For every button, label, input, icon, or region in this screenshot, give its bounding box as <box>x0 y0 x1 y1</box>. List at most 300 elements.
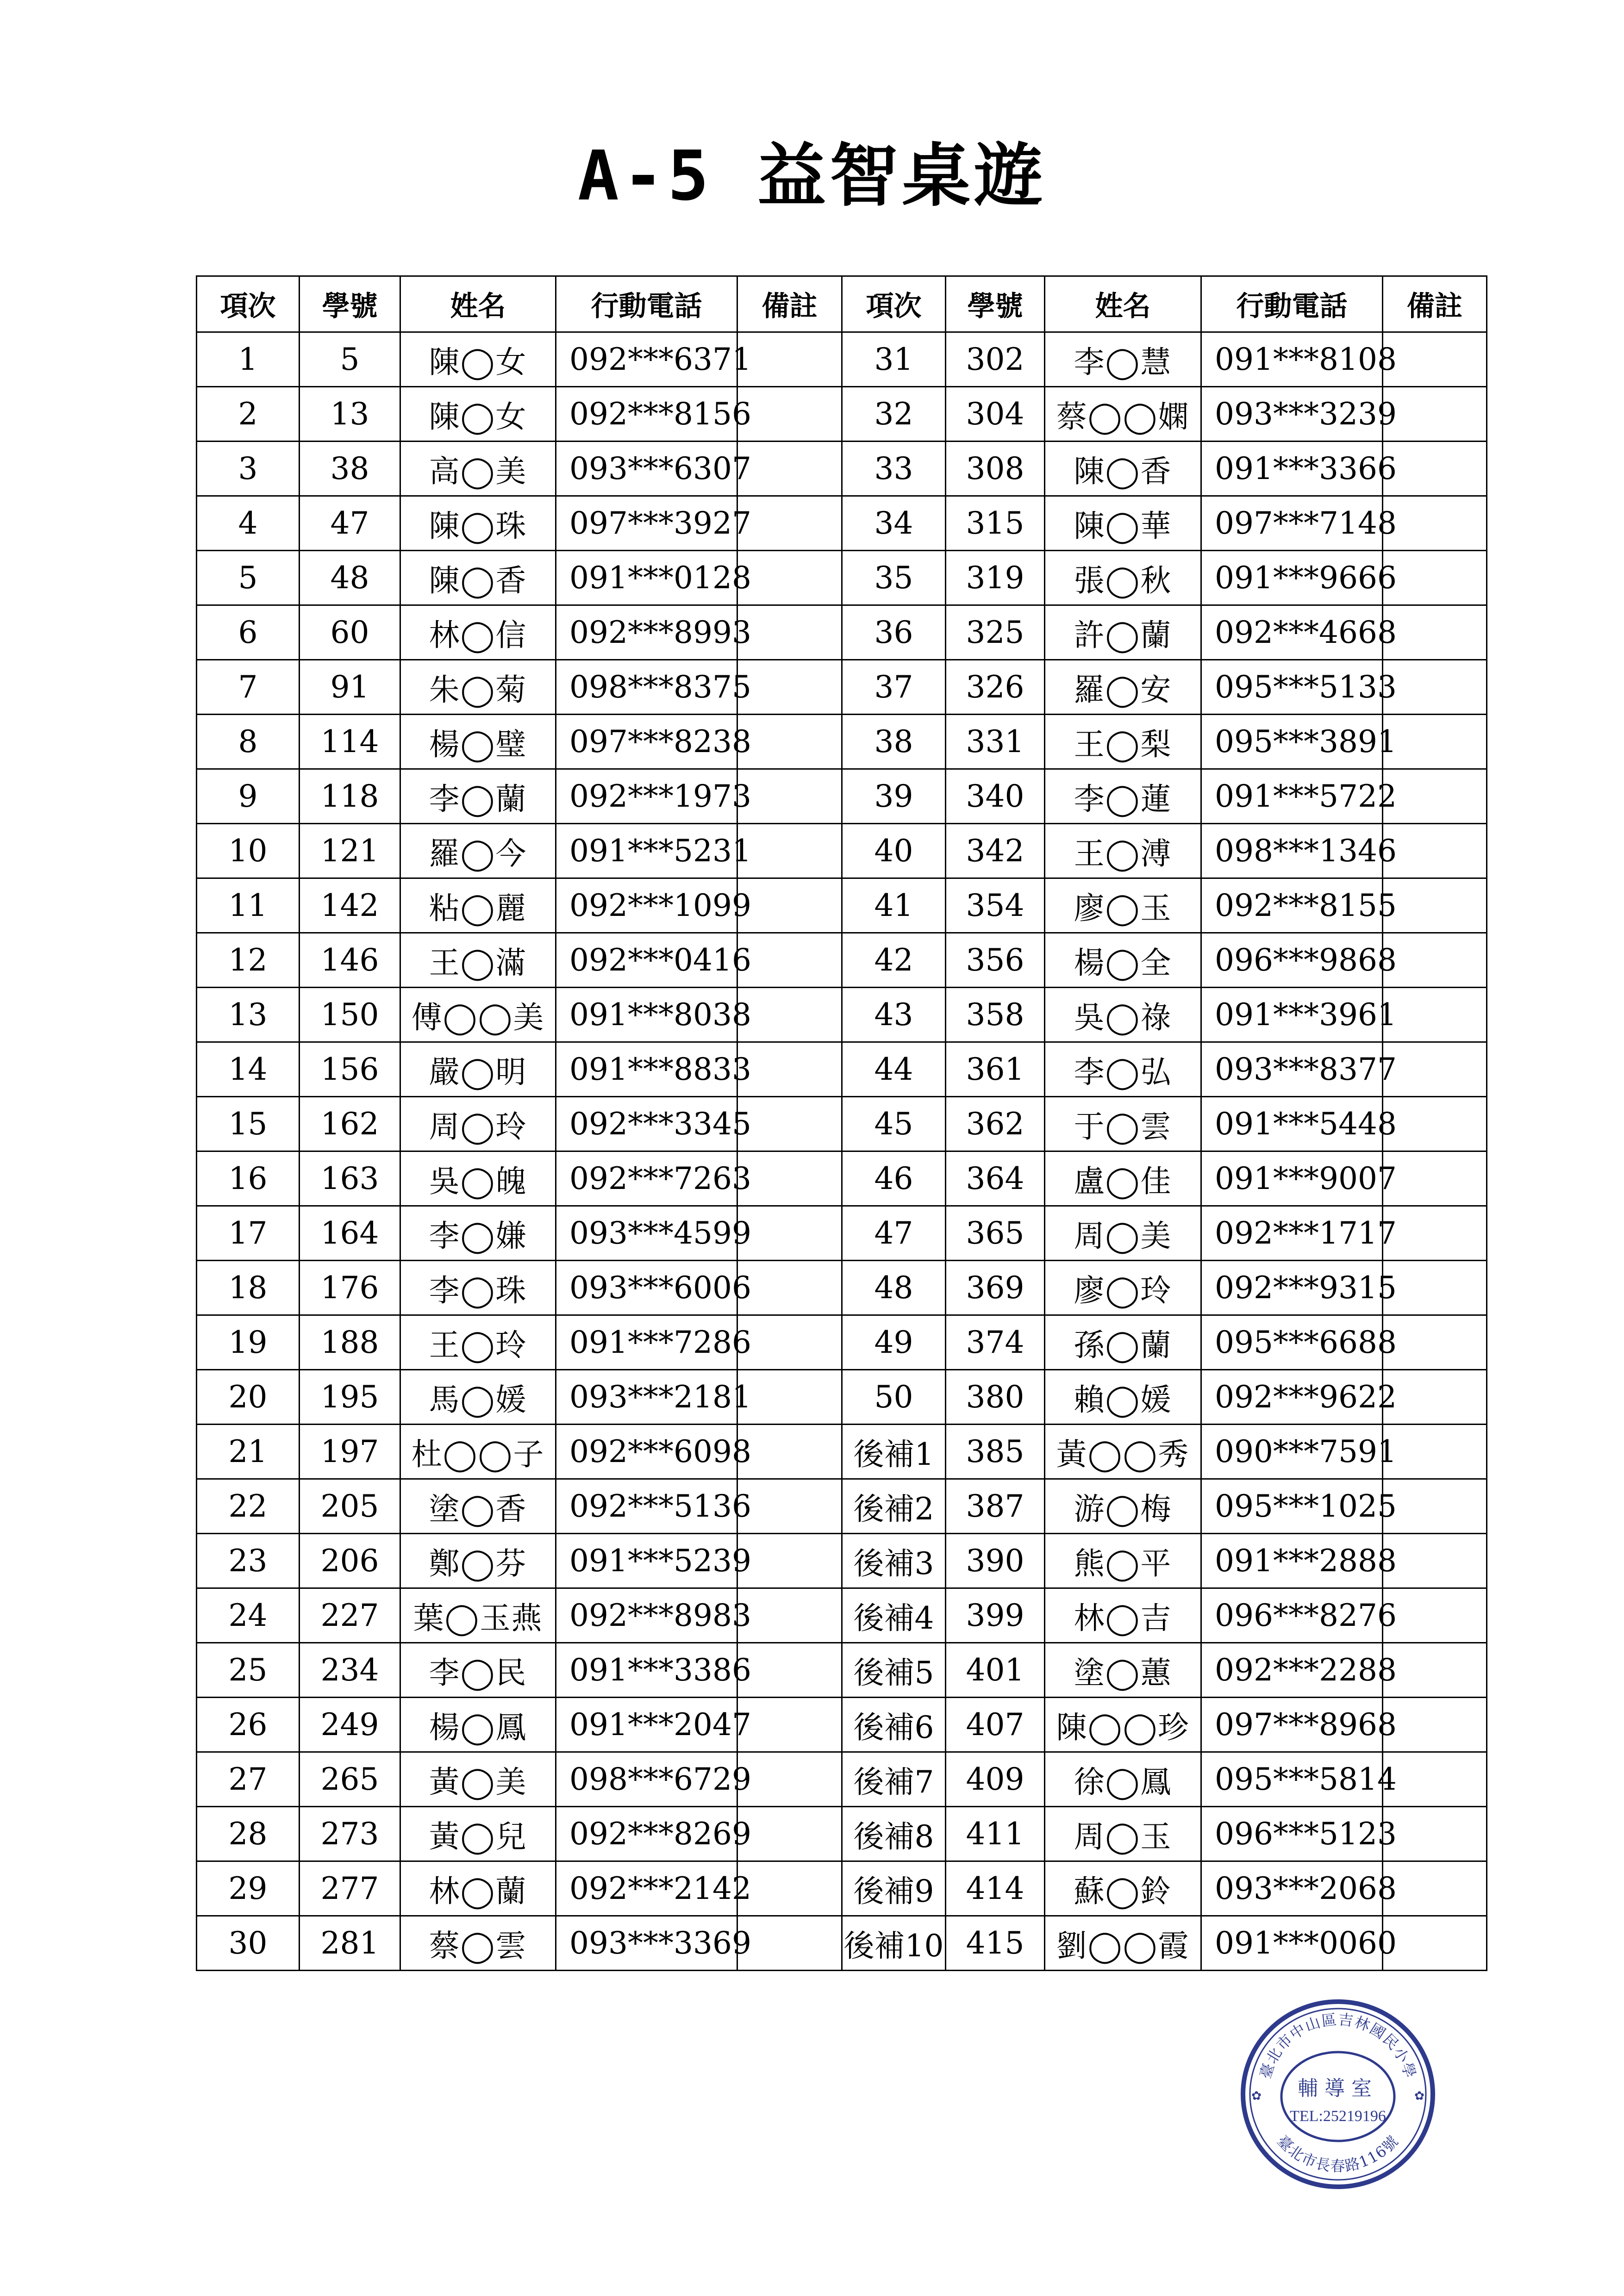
note-cell <box>737 1588 842 1643</box>
name-cell: 林◯吉 <box>1045 1588 1201 1643</box>
seal-office: 輔導室 <box>1298 2077 1378 2100</box>
mobile-cell: 091***9666 <box>1201 551 1383 605</box>
mobile-cell: 091***2047 <box>556 1698 737 1752</box>
table-row <box>197 1042 1487 1097</box>
name-cell: 黃◯兒 <box>400 1807 556 1861</box>
name-cell: 陳◯香 <box>400 551 556 605</box>
student-id-cell: 380 <box>946 1370 1045 1425</box>
student-id-cell: 150 <box>300 988 400 1042</box>
mobile-cell: 095***1025 <box>1201 1479 1383 1534</box>
name-cell: 張◯秋 <box>1045 551 1201 605</box>
note-cell <box>1383 1861 1487 1916</box>
name-cell: 廖◯玉 <box>1045 878 1201 933</box>
note-cell <box>1383 878 1487 933</box>
student-id-cell: 142 <box>300 878 400 933</box>
note-cell <box>1383 1261 1487 1315</box>
table-row <box>197 387 1487 442</box>
item-no-cell: 31 <box>842 332 946 387</box>
table-row <box>197 1097 1487 1151</box>
student-id-cell: 387 <box>946 1479 1045 1534</box>
table-row <box>197 1370 1487 1425</box>
mobile-cell: 092***1973 <box>556 769 737 824</box>
item-no-cell: 10 <box>197 824 300 878</box>
item-no-cell: 20 <box>197 1370 300 1425</box>
mobile-cell: 093***2181 <box>556 1370 737 1425</box>
item-no-cell: 16 <box>197 1151 300 1206</box>
table-row <box>197 605 1487 660</box>
table-row <box>197 1698 1487 1752</box>
item-no-cell: 29 <box>197 1861 300 1916</box>
note-cell <box>737 1370 842 1425</box>
note-cell <box>737 1315 842 1370</box>
note-cell <box>737 824 842 878</box>
note-cell <box>1383 1916 1487 1971</box>
student-id-cell: 326 <box>946 660 1045 715</box>
note-cell <box>1383 824 1487 878</box>
header-mobile: 行動電話 <box>556 276 737 332</box>
mobile-cell: 092***6098 <box>556 1425 737 1479</box>
note-cell <box>1383 1807 1487 1861</box>
name-cell: 蔡◯雲 <box>400 1916 556 1971</box>
name-cell: 劉◯◯霞 <box>1045 1916 1201 1971</box>
student-id-cell: 331 <box>946 715 1045 769</box>
student-id-cell: 362 <box>946 1097 1045 1151</box>
name-cell: 陳◯珠 <box>400 496 556 551</box>
item-no-cell: 5 <box>197 551 300 605</box>
name-cell: 嚴◯明 <box>400 1042 556 1097</box>
item-no-cell: 後補5 <box>842 1643 946 1698</box>
item-no-cell: 9 <box>197 769 300 824</box>
item-no-cell: 23 <box>197 1534 300 1588</box>
table-row <box>197 1534 1487 1588</box>
student-id-cell: 356 <box>946 933 1045 988</box>
item-no-cell: 後補8 <box>842 1807 946 1861</box>
student-id-cell: 114 <box>300 715 400 769</box>
header-student-id: 學號 <box>300 276 400 332</box>
header-note: 備註 <box>737 276 842 332</box>
student-id-cell: 308 <box>946 442 1045 496</box>
name-cell: 許◯蘭 <box>1045 605 1201 660</box>
student-id-cell: 281 <box>300 1916 400 1971</box>
item-no-cell: 21 <box>197 1425 300 1479</box>
student-id-cell: 415 <box>946 1916 1045 1971</box>
note-cell <box>1383 1698 1487 1752</box>
student-id-cell: 340 <box>946 769 1045 824</box>
header-note: 備註 <box>1383 276 1487 332</box>
student-id-cell: 195 <box>300 1370 400 1425</box>
note-cell <box>1383 332 1487 387</box>
note-cell <box>737 605 842 660</box>
item-no-cell: 27 <box>197 1752 300 1807</box>
student-id-cell: 265 <box>300 1752 400 1807</box>
name-cell: 廖◯玲 <box>1045 1261 1201 1315</box>
item-no-cell: 30 <box>197 1916 300 1971</box>
mobile-cell: 091***5722 <box>1201 769 1383 824</box>
student-id-cell: 205 <box>300 1479 400 1534</box>
name-cell: 陳◯女 <box>400 332 556 387</box>
note-cell <box>737 332 842 387</box>
item-no-cell: 後補3 <box>842 1534 946 1588</box>
name-cell: 林◯蘭 <box>400 1861 556 1916</box>
name-cell: 吳◯魄 <box>400 1151 556 1206</box>
student-id-cell: 163 <box>300 1151 400 1206</box>
item-no-cell: 39 <box>842 769 946 824</box>
item-no-cell: 2 <box>197 387 300 442</box>
student-id-cell: 385 <box>946 1425 1045 1479</box>
mobile-cell: 091***2888 <box>1201 1534 1383 1588</box>
table-row <box>197 1206 1487 1261</box>
item-no-cell: 後補2 <box>842 1479 946 1534</box>
item-no-cell: 41 <box>842 878 946 933</box>
table-row <box>197 1479 1487 1534</box>
item-no-cell: 32 <box>842 387 946 442</box>
student-id-cell: 354 <box>946 878 1045 933</box>
item-no-cell: 6 <box>197 605 300 660</box>
student-id-cell: 407 <box>946 1698 1045 1752</box>
item-no-cell: 17 <box>197 1206 300 1261</box>
mobile-cell: 091***7286 <box>556 1315 737 1370</box>
note-cell <box>1383 551 1487 605</box>
mobile-cell: 095***5133 <box>1201 660 1383 715</box>
student-id-cell: 60 <box>300 605 400 660</box>
name-cell: 李◯弘 <box>1045 1042 1201 1097</box>
mobile-cell: 093***2068 <box>1201 1861 1383 1916</box>
name-cell: 徐◯鳳 <box>1045 1752 1201 1807</box>
item-no-cell: 44 <box>842 1042 946 1097</box>
student-id-cell: 304 <box>946 387 1045 442</box>
header-mobile: 行動電話 <box>1201 276 1383 332</box>
name-cell: 蔡◯◯嫻 <box>1045 387 1201 442</box>
item-no-cell: 34 <box>842 496 946 551</box>
student-id-cell: 302 <box>946 332 1045 387</box>
mobile-cell: 091***8108 <box>1201 332 1383 387</box>
item-no-cell: 40 <box>842 824 946 878</box>
name-cell: 李◯慧 <box>1045 332 1201 387</box>
student-id-cell: 121 <box>300 824 400 878</box>
table-row <box>197 1916 1487 1971</box>
item-no-cell: 50 <box>842 1370 946 1425</box>
mobile-cell: 092***1099 <box>556 878 737 933</box>
mobile-cell: 090***7591 <box>1201 1425 1383 1479</box>
name-cell: 王◯溥 <box>1045 824 1201 878</box>
mobile-cell: 093***6006 <box>556 1261 737 1315</box>
note-cell <box>737 660 842 715</box>
mobile-cell: 091***8038 <box>556 988 737 1042</box>
student-id-cell: 374 <box>946 1315 1045 1370</box>
student-id-cell: 156 <box>300 1042 400 1097</box>
student-id-cell: 414 <box>946 1861 1045 1916</box>
note-cell <box>737 933 842 988</box>
note-cell <box>737 387 842 442</box>
note-cell <box>1383 715 1487 769</box>
table-row <box>197 496 1487 551</box>
mobile-cell: 092***8993 <box>556 605 737 660</box>
student-id-cell: 273 <box>300 1807 400 1861</box>
student-id-cell: 401 <box>946 1643 1045 1698</box>
mobile-cell: 093***4599 <box>556 1206 737 1261</box>
name-cell: 楊◯鳳 <box>400 1698 556 1752</box>
mobile-cell: 095***3891 <box>1201 715 1383 769</box>
mobile-cell: 097***7148 <box>1201 496 1383 551</box>
note-cell <box>1383 1042 1487 1097</box>
table-row <box>197 715 1487 769</box>
item-no-cell: 8 <box>197 715 300 769</box>
mobile-cell: 091***5231 <box>556 824 737 878</box>
table-row <box>197 332 1487 387</box>
item-no-cell: 36 <box>842 605 946 660</box>
note-cell <box>737 1534 842 1588</box>
student-id-cell: 197 <box>300 1425 400 1479</box>
mobile-cell: 092***8269 <box>556 1807 737 1861</box>
item-no-cell: 19 <box>197 1315 300 1370</box>
table-row <box>197 1807 1487 1861</box>
note-cell <box>1383 1643 1487 1698</box>
mobile-cell: 092***9622 <box>1201 1370 1383 1425</box>
note-cell <box>737 769 842 824</box>
item-no-cell: 18 <box>197 1261 300 1315</box>
seal-outer-text: 臺北市中山區吉林國民小學 <box>1256 2010 1420 2081</box>
student-id-cell: 361 <box>946 1042 1045 1097</box>
student-id-cell: 342 <box>946 824 1045 878</box>
mobile-cell: 091***3961 <box>1201 988 1383 1042</box>
note-cell <box>1383 1425 1487 1479</box>
student-id-cell: 227 <box>300 1588 400 1643</box>
name-cell: 李◯嫌 <box>400 1206 556 1261</box>
school-seal <box>1236 1992 1440 2196</box>
item-no-cell: 後補9 <box>842 1861 946 1916</box>
item-no-cell: 4 <box>197 496 300 551</box>
header-item-no: 項次 <box>197 276 300 332</box>
svg-text:臺北市長春路116號: 臺北市長春路116號 <box>1274 2132 1402 2175</box>
table-row <box>197 769 1487 824</box>
mobile-cell: 093***6307 <box>556 442 737 496</box>
table-row <box>197 442 1487 496</box>
note-cell <box>737 1151 842 1206</box>
table-row <box>197 660 1487 715</box>
student-id-cell: 188 <box>300 1315 400 1370</box>
item-no-cell: 46 <box>842 1151 946 1206</box>
name-cell: 楊◯璧 <box>400 715 556 769</box>
note-cell <box>737 878 842 933</box>
name-cell: 羅◯安 <box>1045 660 1201 715</box>
note-cell <box>737 1752 842 1807</box>
item-no-cell: 33 <box>842 442 946 496</box>
item-no-cell: 49 <box>842 1315 946 1370</box>
name-cell: 熊◯平 <box>1045 1534 1201 1588</box>
name-cell: 吳◯祿 <box>1045 988 1201 1042</box>
table-row <box>197 1151 1487 1206</box>
name-cell: 傅◯◯美 <box>400 988 556 1042</box>
name-cell: 馬◯媛 <box>400 1370 556 1425</box>
student-id-cell: 319 <box>946 551 1045 605</box>
header-student-id: 學號 <box>946 276 1045 332</box>
page-title: A-5 益智桌遊 <box>577 136 1047 216</box>
table-row <box>197 1752 1487 1807</box>
note-cell <box>737 988 842 1042</box>
name-cell: 黃◯美 <box>400 1752 556 1807</box>
seal-flower-icon: ✿ <box>1251 2089 1262 2103</box>
item-no-cell: 28 <box>197 1807 300 1861</box>
name-cell: 賴◯媛 <box>1045 1370 1201 1425</box>
student-id-cell: 325 <box>946 605 1045 660</box>
mobile-cell: 092***6371 <box>556 332 737 387</box>
name-cell: 周◯玉 <box>1045 1807 1201 1861</box>
note-cell <box>1383 1534 1487 1588</box>
item-no-cell: 26 <box>197 1698 300 1752</box>
note-cell <box>1383 1370 1487 1425</box>
note-cell <box>737 1807 842 1861</box>
header-name: 姓名 <box>1045 276 1201 332</box>
note-cell <box>737 1916 842 1971</box>
note-cell <box>737 1698 842 1752</box>
item-no-cell: 25 <box>197 1643 300 1698</box>
item-no-cell: 後補4 <box>842 1588 946 1643</box>
note-cell <box>1383 1315 1487 1370</box>
note-cell <box>737 715 842 769</box>
note-cell <box>1383 1097 1487 1151</box>
mobile-cell: 098***8375 <box>556 660 737 715</box>
name-cell: 陳◯女 <box>400 387 556 442</box>
mobile-cell: 093***8377 <box>1201 1042 1383 1097</box>
student-id-cell: 162 <box>300 1097 400 1151</box>
student-id-cell: 5 <box>300 332 400 387</box>
mobile-cell: 097***3927 <box>556 496 737 551</box>
mobile-cell: 092***7263 <box>556 1151 737 1206</box>
note-cell <box>1383 442 1487 496</box>
table-row <box>197 551 1487 605</box>
note-cell <box>1383 660 1487 715</box>
item-no-cell: 13 <box>197 988 300 1042</box>
note-cell <box>737 1425 842 1479</box>
note-cell <box>737 496 842 551</box>
mobile-cell: 097***8238 <box>556 715 737 769</box>
name-cell: 杜◯◯子 <box>400 1425 556 1479</box>
mobile-cell: 092***2142 <box>556 1861 737 1916</box>
mobile-cell: 092***8155 <box>1201 878 1383 933</box>
table-row <box>197 1588 1487 1643</box>
note-cell <box>737 1643 842 1698</box>
note-cell <box>737 1261 842 1315</box>
table-row <box>197 1425 1487 1479</box>
student-id-cell: 38 <box>300 442 400 496</box>
note-cell <box>1383 1752 1487 1807</box>
mobile-cell: 092***8156 <box>556 387 737 442</box>
name-cell: 楊◯全 <box>1045 933 1201 988</box>
item-no-cell: 12 <box>197 933 300 988</box>
seal-flower-icon: ✿ <box>1414 2089 1424 2103</box>
item-no-cell: 後補7 <box>842 1752 946 1807</box>
mobile-cell: 092***8983 <box>556 1588 737 1643</box>
item-no-cell: 43 <box>842 988 946 1042</box>
mobile-cell: 096***9868 <box>1201 933 1383 988</box>
item-no-cell: 後補1 <box>842 1425 946 1479</box>
student-id-cell: 390 <box>946 1534 1045 1588</box>
item-no-cell: 11 <box>197 878 300 933</box>
name-cell: 鄭◯芬 <box>400 1534 556 1588</box>
table-row <box>197 1315 1487 1370</box>
student-id-cell: 315 <box>946 496 1045 551</box>
mobile-cell: 092***0416 <box>556 933 737 988</box>
student-id-cell: 164 <box>300 1206 400 1261</box>
mobile-cell: 098***6729 <box>556 1752 737 1807</box>
mobile-cell: 091***9007 <box>1201 1151 1383 1206</box>
mobile-cell: 091***3366 <box>1201 442 1383 496</box>
name-cell: 于◯雲 <box>1045 1097 1201 1151</box>
note-cell <box>737 1042 842 1097</box>
name-cell: 羅◯今 <box>400 824 556 878</box>
note-cell <box>1383 496 1487 551</box>
student-id-cell: 234 <box>300 1643 400 1698</box>
table-row <box>197 1261 1487 1315</box>
mobile-cell: 096***5123 <box>1201 1807 1383 1861</box>
note-cell <box>1383 1151 1487 1206</box>
name-cell: 陳◯華 <box>1045 496 1201 551</box>
mobile-cell: 091***3386 <box>556 1643 737 1698</box>
student-id-cell: 409 <box>946 1752 1045 1807</box>
table-row <box>197 878 1487 933</box>
mobile-cell: 097***8968 <box>1201 1698 1383 1752</box>
mobile-cell: 091***0060 <box>1201 1916 1383 1971</box>
note-cell <box>1383 933 1487 988</box>
mobile-cell: 092***5136 <box>556 1479 737 1534</box>
seal-tel: TEL:25219196 <box>1290 2108 1386 2125</box>
student-id-cell: 369 <box>946 1261 1045 1315</box>
note-cell <box>1383 1479 1487 1534</box>
table-row <box>197 824 1487 878</box>
mobile-cell: 095***5814 <box>1201 1752 1383 1807</box>
mobile-cell: 091***5448 <box>1201 1097 1383 1151</box>
item-no-cell: 24 <box>197 1588 300 1643</box>
student-id-cell: 176 <box>300 1261 400 1315</box>
item-no-cell: 45 <box>842 1097 946 1151</box>
student-id-cell: 13 <box>300 387 400 442</box>
table-row <box>197 988 1487 1042</box>
mobile-cell: 093***3239 <box>1201 387 1383 442</box>
name-cell: 王◯滿 <box>400 933 556 988</box>
name-cell: 蘇◯鈴 <box>1045 1861 1201 1916</box>
name-cell: 葉◯玉燕 <box>400 1588 556 1643</box>
item-no-cell: 15 <box>197 1097 300 1151</box>
note-cell <box>737 442 842 496</box>
item-no-cell: 1 <box>197 332 300 387</box>
mobile-cell: 098***1346 <box>1201 824 1383 878</box>
item-no-cell: 14 <box>197 1042 300 1097</box>
item-no-cell: 35 <box>842 551 946 605</box>
item-no-cell: 42 <box>842 933 946 988</box>
name-cell: 塗◯香 <box>400 1479 556 1534</box>
table-row <box>197 933 1487 988</box>
name-cell: 周◯美 <box>1045 1206 1201 1261</box>
note-cell <box>737 1206 842 1261</box>
name-cell: 王◯梨 <box>1045 715 1201 769</box>
item-no-cell: 後補6 <box>842 1698 946 1752</box>
mobile-cell: 092***9315 <box>1201 1261 1383 1315</box>
note-cell <box>1383 769 1487 824</box>
name-cell: 王◯玲 <box>400 1315 556 1370</box>
item-no-cell: 3 <box>197 442 300 496</box>
student-id-cell: 91 <box>300 660 400 715</box>
table-row <box>197 1861 1487 1916</box>
student-id-cell: 399 <box>946 1588 1045 1643</box>
name-cell: 塗◯蕙 <box>1045 1643 1201 1698</box>
mobile-cell: 092***4668 <box>1201 605 1383 660</box>
item-no-cell: 47 <box>842 1206 946 1261</box>
item-no-cell: 後補10 <box>842 1916 946 1971</box>
note-cell <box>1383 1588 1487 1643</box>
name-cell: 李◯蓮 <box>1045 769 1201 824</box>
note-cell <box>1383 1206 1487 1261</box>
item-no-cell: 7 <box>197 660 300 715</box>
